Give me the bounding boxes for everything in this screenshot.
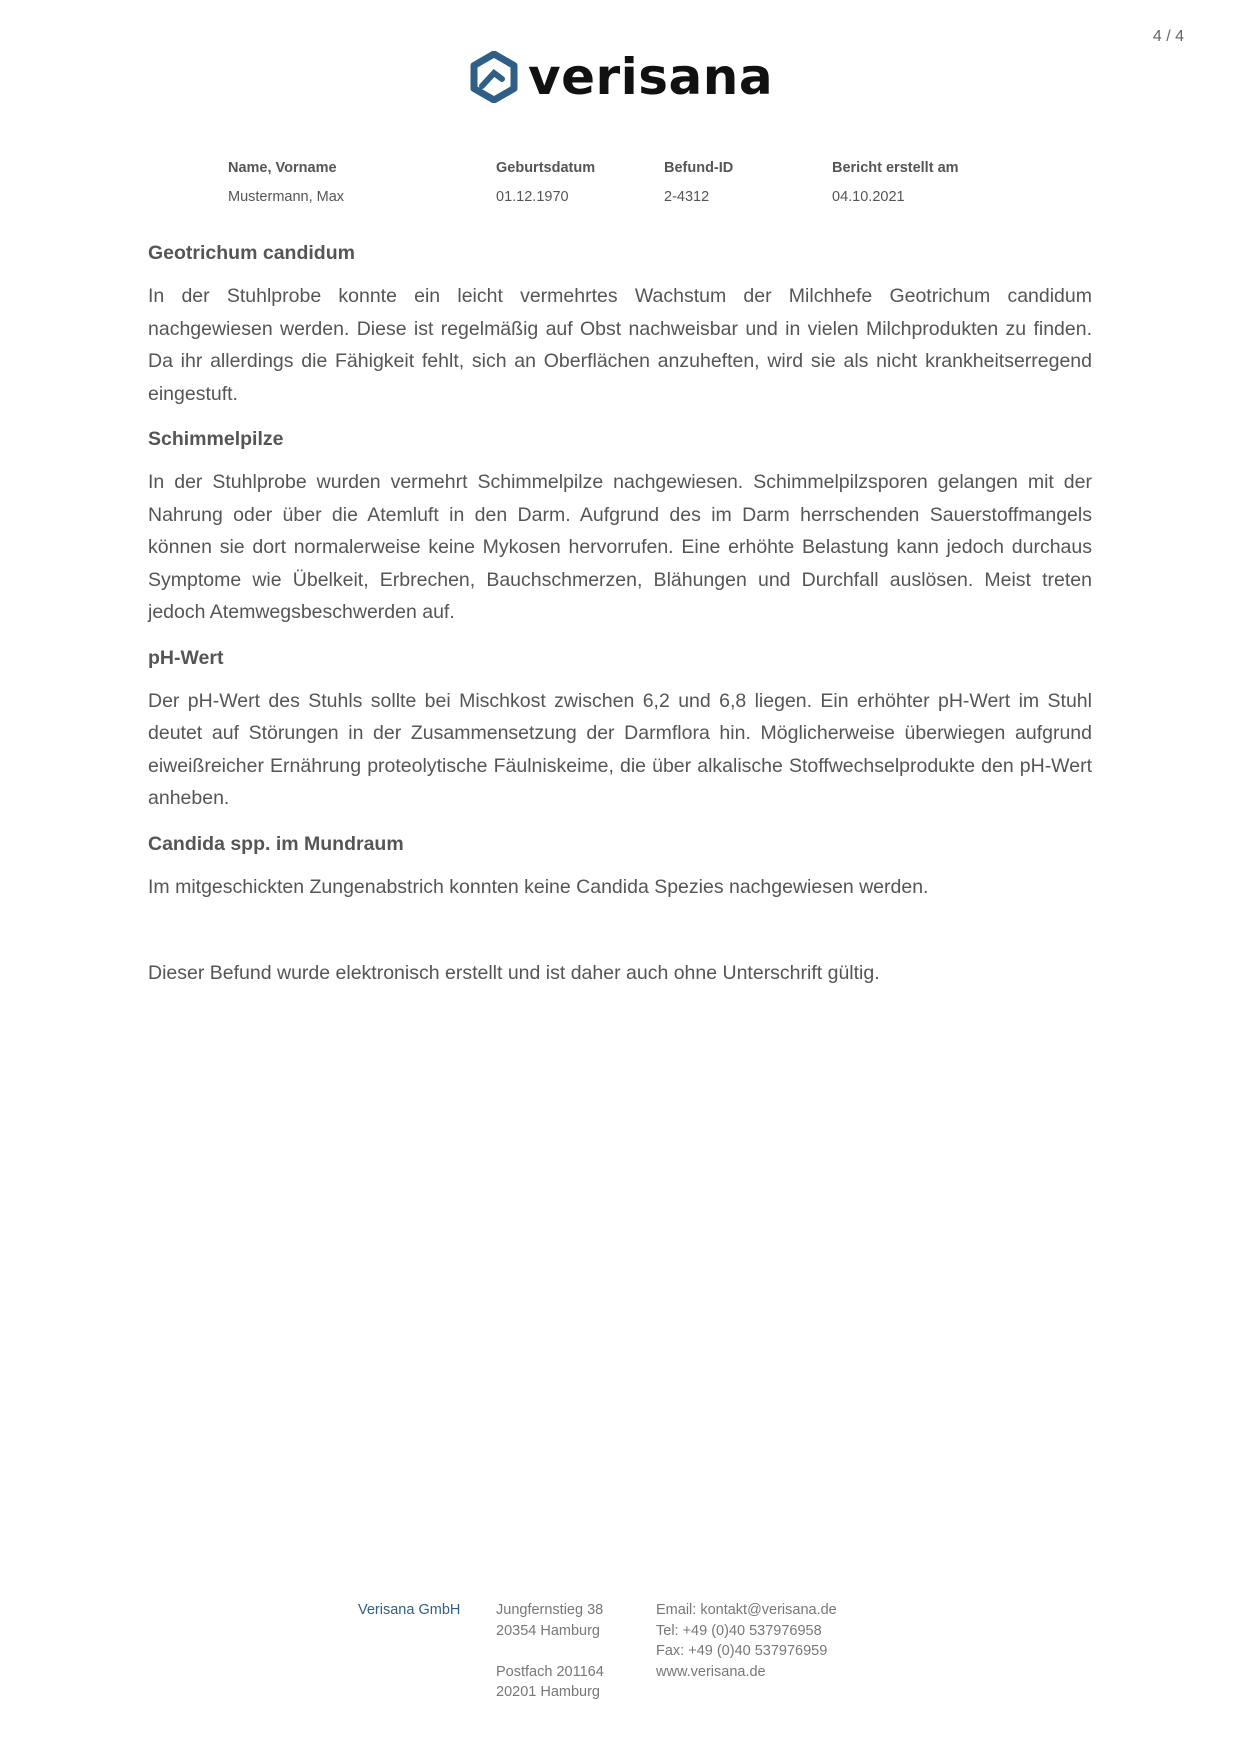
report-body [148,238,1092,1004]
footer-fax: Fax: +49 (0)40 537976959 [656,1643,828,1659]
section-heading: pH-Wert [148,646,224,669]
value-report-date: 04.10.2021 [832,189,905,205]
patient-info [228,160,1028,205]
footer [358,1600,837,1703]
header-name: Name, Vorname [228,160,337,176]
footer-email: Email: kontakt@verisana.de [656,1602,837,1618]
section-text: In der Stuhlprobe konnte ein leicht vermehrtes Wachstum der Milchhefe Geotrichum candidum nachgewiesen werden. Diese ist regelmäßig auf Obst nachweisbar und in vielen Milchprodukten zu finden. Da ihr allerdings die Fähigkeit fehlt, sich an Oberflächen anzuheften, wird sie als nicht krankheitserregend eingestuft. [148,285,1092,405]
section-text: In der Stuhlprobe wurden vermehrt Schimmelpilze nachgewiesen. Schimmelpilzsporen gelangen mit der Nahrung oder über die Atemluft in den Darm. Aufgrund des im Darm herrschenden Sauerstoffmangels können sie dort normalerweise keine Mykosen hervorrufen. Eine erhöhte Belastung kann jedoch durchaus Symptome wie Übelkeit, Erbrechen, Bauchschmerzen, Blähungen und Durchfall auslösen. Meist treten jedoch Atemwegsbeschwerden auf. [148,471,1092,623]
page-number: 4 / 4 [1152,28,1184,45]
section-text: Im mitgeschickten Zungenabstrich konnten keine Candida Spezies nachgewiesen werden. [148,875,929,898]
verisana-logo [468,46,773,108]
value-birthdate: 01.12.1970 [496,189,569,205]
logo-wordmark: verisana [528,48,774,106]
footer-postbox-city: 20201 Hamburg [496,1684,600,1700]
footer-city: 20354 Hamburg [496,1622,600,1639]
footer-contact [656,1600,837,1703]
section-heading: Candida spp. im Mundraum [148,832,404,855]
footer-website: www.verisana.de [656,1663,766,1680]
hexagon-logo-icon [468,51,520,103]
header-report-date: Bericht erstellt am [832,160,959,176]
section-heading: Geotrichum candidum [148,242,355,264]
footer-company: Verisana GmbH [358,1602,461,1618]
patient-info-values [228,189,1028,205]
footer-address [496,1600,656,1703]
value-name: Mustermann, Max [228,189,345,205]
header-report-id: Befund-ID [664,160,734,176]
header-birthdate: Geburtsdatum [496,160,596,176]
footer-tel: Tel: +49 (0)40 537976958 [656,1622,822,1639]
footer-postbox: Postfach 201164 [496,1663,604,1680]
value-report-id: 2-4312 [664,189,710,205]
patient-info-headers [228,160,1028,176]
footer-street: Jungfernstieg 38 [496,1602,604,1618]
section-text: Der pH-Wert des Stuhls sollte bei Mischkost zwischen 6,2 und 6,8 liegen. Ein erhöhter pH-Wert im Stuhl deutet auf Störungen in der Zusammensetzung der Darmflora hin. Möglicherweise überwiegen aufgrund eiweißreicher Ernährung proteolytische Fäulniskeime, die über alkalische Stoffwechselprodukte den pH-Wert anheben. [148,689,1092,809]
closing-note: Dieser Befund wurde elektronisch erstellt und ist daher auch ohne Unterschrift gültig. [148,962,880,984]
section-heading: Schimmelpilze [148,428,284,450]
